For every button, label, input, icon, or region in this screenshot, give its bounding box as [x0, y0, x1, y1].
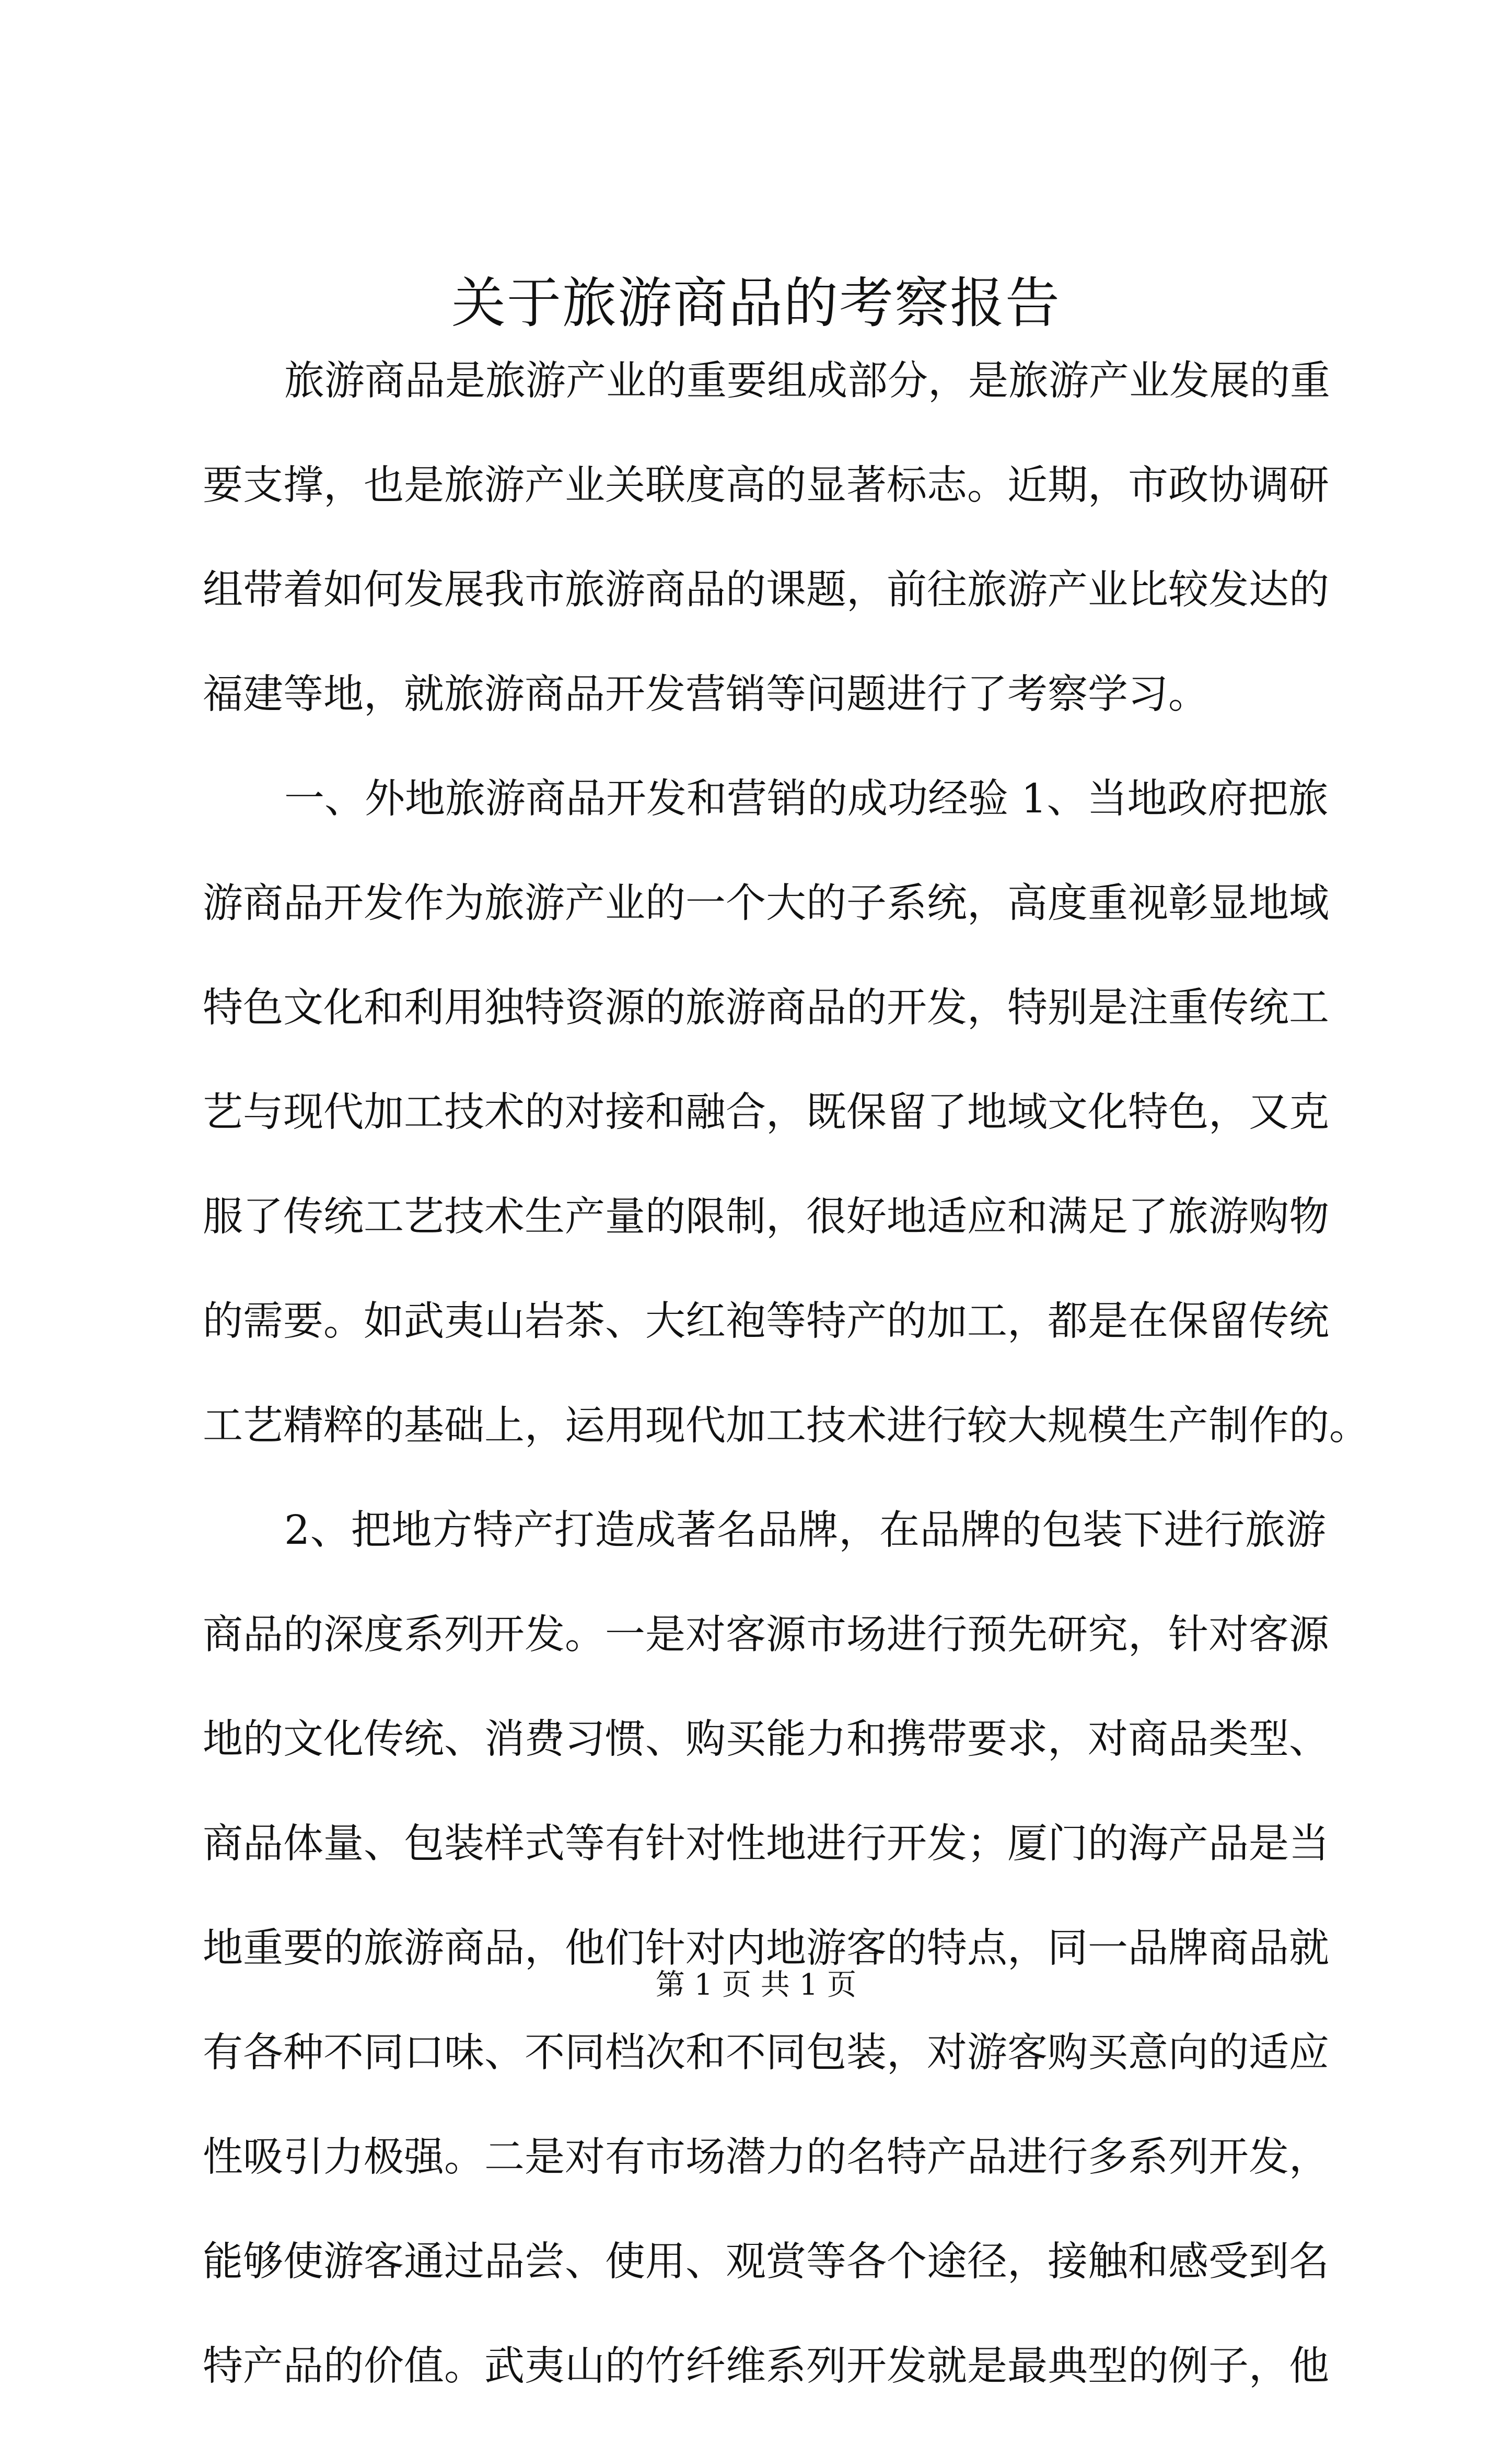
paragraph-2-line-7: 工艺精粹的基础上，运用现代加工技术进行较大规模生产制作的。	[203, 1403, 1369, 1449]
paragraph-2-line-6: 的需要。如武夷山岩茶、大红袍等特产的加工，都是在保留传统	[203, 1298, 1329, 1345]
paragraph-2-line-3: 特色文化和利用独特资源的旅游商品的开发，特别是注重传统工	[203, 985, 1329, 1031]
paragraph-3-line-1: 2、把地方特产打造成著名品牌，在品牌的包装下进行旅游	[284, 1507, 1326, 1554]
paragraph-3-line-4: 商品体量、包装样式等有针对性地进行开发；厦门的海产品是当	[203, 1821, 1329, 1867]
paragraph-2-line-5: 服了传统工艺技术生产量的限制，很好地适应和满足了旅游购物	[203, 1194, 1329, 1240]
document-title: 关于旅游商品的考察报告	[451, 271, 1061, 335]
paragraph-3-line-3: 地的文化传统、消费习惯、购买能力和携带要求，对商品类型、	[203, 1716, 1329, 1763]
paragraph-2-line-1: 一、外地旅游商品开发和营销的成功经验 1、当地政府把旅	[284, 776, 1329, 822]
paragraph-3-line-2: 商品的深度系列开发。一是对客源市场进行预先研究，针对客源	[203, 1612, 1329, 1658]
document-body	[203, 355, 1369, 2445]
paragraph-3-line-9: 特产品的价值。武夷山的竹纤维系列开发就是最典型的例子，他	[203, 2343, 1329, 2390]
paragraph-1-line-3: 组带着如何发展我市旅游商品的课题，前往旅游产业比较发达的	[203, 567, 1329, 613]
paragraph-1-line-4: 福建等地，就旅游商品开发营销等问题进行了考察学习。	[203, 671, 1208, 718]
page-number-footer: 第 1 页 共 1 页	[655, 1968, 857, 2002]
paragraph-2-line-4: 艺与现代加工技术的对接和融合，既保留了地域文化特色，又克	[203, 1089, 1329, 1136]
paragraph-2-line-2: 游商品开发作为旅游产业的一个大的子系统，高度重视彰显地域	[203, 880, 1329, 927]
paragraph-3-line-8: 能够使游客通过品尝、使用、观赏等各个途径，接触和感受到名	[203, 2239, 1329, 2285]
paragraph-1-line-1: 旅游商品是旅游产业的重要组成部分，是旅游产业发展的重	[284, 358, 1330, 404]
paragraph-3-line-7: 性吸引力极强。二是对有市场潜力的名特产品进行多系列开发，	[203, 2134, 1329, 2181]
paragraph-3-line-5: 地重要的旅游商品，他们针对内地游客的特点，同一品牌商品就	[203, 1925, 1329, 1972]
paragraph-3-line-6: 有各种不同口味、不同档次和不同包装，对游客购买意向的适应	[203, 2030, 1329, 2076]
paragraph-1-line-2: 要支撑，也是旅游产业关联度高的显著标志。近期，市政协调研	[203, 462, 1329, 509]
